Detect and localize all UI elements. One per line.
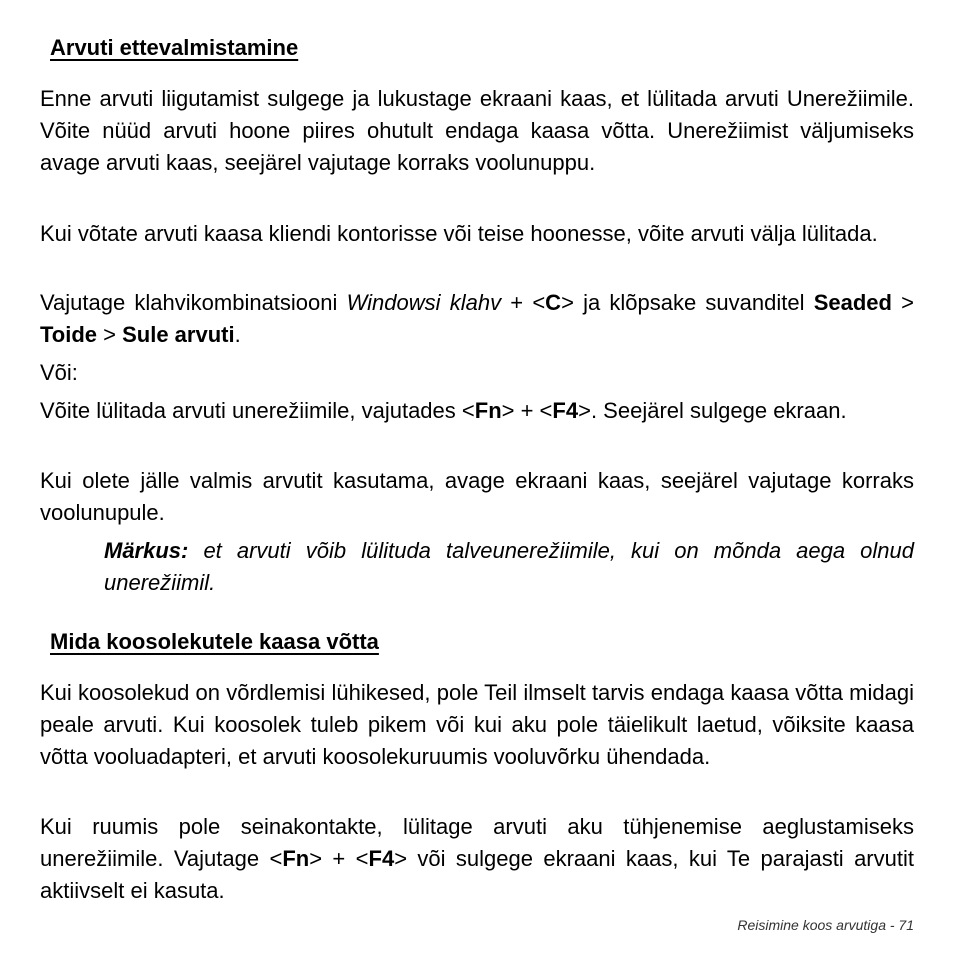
paragraph-meetings: Kui koosolekud on võrdlemisi lühikesed, pole Teil ilmselt tarvis endaga kaasa võtta midagi peale arvuti. Kui koosolek tuleb pikem või kui aku pole täielikult laetud, võiksite kaasa võtta vooluadapteri, et arvuti koosolekuruumis vooluvõrku ühendada. bbox=[40, 680, 914, 769]
note-label: Märkus: bbox=[104, 538, 189, 563]
f4-key-label-2: F4 bbox=[368, 846, 395, 871]
paragraph-fn-f4: Võite lülitada arvuti unerežiimile, vajutades <Fn> + <F4>. Seejärel sulgege ekraan. bbox=[40, 398, 847, 423]
paragraph-sleep-mode: Enne arvuti liigutamist sulgege ja lukustage ekraani kaas, et lülitada arvuti Unerežiimile. Võite nüüd arvuti hoone piires ohutult endaga kaasa võtta. Unerežiimist väljumiseks avage arvuti kaas, seejärel vajutage korraks voolunuppu. bbox=[40, 86, 914, 175]
section-heading-meetings: Mida koosolekutele kaasa võtta bbox=[50, 629, 379, 654]
section-heading-prepare: Arvuti ettevalmistamine bbox=[50, 35, 299, 60]
windows-key-label: Windowsi klahv bbox=[346, 290, 502, 315]
power-label: Toide bbox=[40, 322, 98, 347]
settings-label: Seaded bbox=[813, 290, 892, 315]
c-key-label: C bbox=[545, 290, 562, 315]
shutdown-label: Sule arvuti bbox=[122, 322, 235, 347]
f4-key-label: F4 bbox=[552, 398, 579, 423]
note-hibernate: Märkus: et arvuti võib lülituda talveunerežiimile, kui on mõnda aega olnud unerežiimil. bbox=[104, 538, 914, 595]
paragraph-shortcut: Vajutage klahvikombinatsiooni Windowsi klahv + <C> ja klõpsake suvanditel Seaded > Toide > Sule arvuti. bbox=[40, 290, 914, 347]
paragraph-or: Või: bbox=[40, 360, 78, 385]
fn-key-label-2: Fn bbox=[282, 846, 310, 871]
page-footer: Reisimine koos arvutiga - 71 bbox=[737, 917, 914, 933]
paragraph-shutdown: Kui võtate arvuti kaasa kliendi kontorisse või teise hoonesse, võite arvuti välja lülitada. bbox=[40, 221, 878, 246]
paragraph-resume: Kui olete jälle valmis arvutit kasutama, avage ekraani kaas, seejärel vajutage korraks voolunupule. bbox=[40, 468, 914, 525]
fn-key-label: Fn bbox=[474, 398, 502, 423]
paragraph-no-outlets: Kui ruumis pole seinakontakte, lülitage arvuti aku tühjenemise aeglustamiseks unerežiimile. Vajutage <Fn> + <F4> või sulgege ekraani kaas, kui Te parajasti arvutit aktiivselt ei kasuta. bbox=[40, 814, 914, 903]
